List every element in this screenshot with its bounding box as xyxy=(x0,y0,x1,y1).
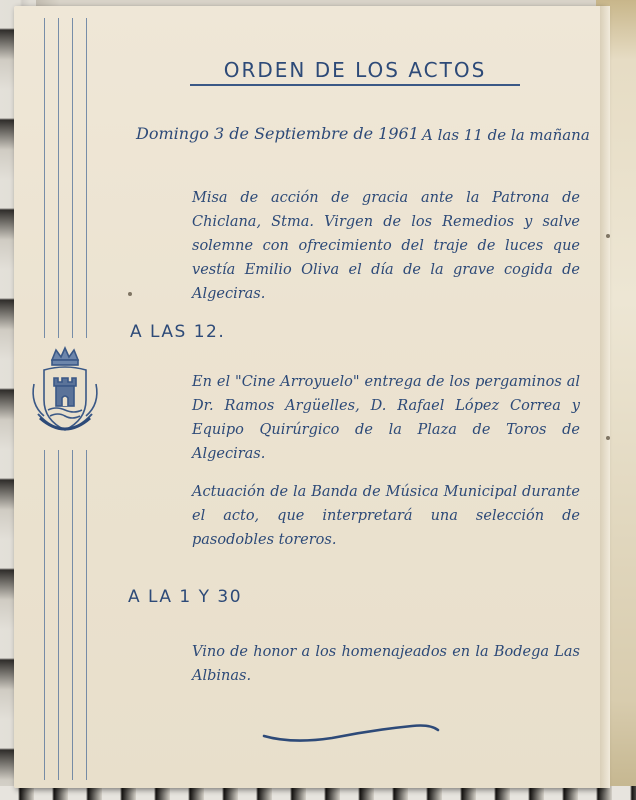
event-wine-reception: Vino de honor a los homenajeados en la Bodega Las Albinas. xyxy=(192,644,580,684)
municipal-coat-of-arms-icon xyxy=(28,344,102,440)
section-heading-noon: A LAS 12. xyxy=(130,322,226,342)
paper-spot xyxy=(128,292,132,296)
event-parchments: En el "Cine Arroyuelo" entrega de los pergaminos al Dr. Ramos Argüelles, D. Rafael López Correa y Equipo Quirúrgico de la Plaza de Toros de Algeciras. xyxy=(192,374,580,462)
card-fold xyxy=(600,6,610,788)
paper-spot xyxy=(606,436,610,440)
date-line: Domingo 3 de Septiembre de 1961 xyxy=(136,124,419,143)
event-mass: Misa de acción de gracia ante la Patrona de Chiclana, Stma. Virgen de los Remedios y salve solemne con ofrecimiento del traje de luces que vestía Emilio Oliva el día de la grave cogida de Algeciras. xyxy=(192,190,580,302)
paper-spot xyxy=(606,234,610,238)
background-strip-bottom xyxy=(0,786,636,800)
program-title: ORDEN DE LOS ACTOS xyxy=(223,58,487,82)
title-underline xyxy=(190,84,520,86)
time-line: A las 11 de la mañana xyxy=(422,126,590,144)
section-heading-afternoon: A LA 1 Y 30 xyxy=(128,587,243,607)
event-band: Actuación de la Banda de Música Municipal durante el acto, que interpretará una selección de pasodobles toreros. xyxy=(192,484,580,548)
swash-ornament-icon xyxy=(262,718,442,748)
